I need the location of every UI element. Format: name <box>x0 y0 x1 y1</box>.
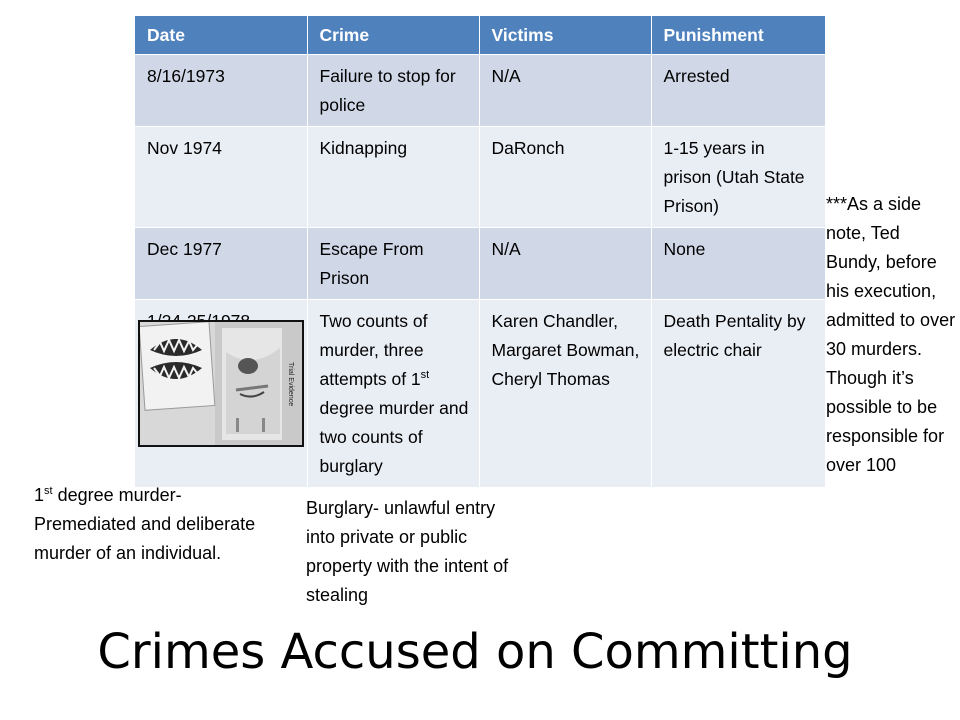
crime-superscript: st <box>420 369 430 382</box>
definition-number: 1 <box>34 485 45 505</box>
header-date: Date <box>135 16 307 55</box>
cell-date: Dec 1977 <box>135 228 307 300</box>
definition-first-degree-murder <box>34 481 274 568</box>
cell-crime: Kidnapping <box>307 127 479 228</box>
definition-burglary: Burglary- unlawful entry into private or public property with the intent of stealing <box>306 498 509 605</box>
table-header-row <box>135 16 825 55</box>
cell-punishment: None <box>651 228 825 300</box>
cell-date: Nov 1974 <box>135 127 307 228</box>
header-victims: Victims <box>479 16 651 55</box>
crime-text-a: Two counts of murder, three attempts of 1 <box>319 311 428 389</box>
cell-victims: Karen Chandler, Margaret Bowman, Cheryl Thomas <box>479 300 651 488</box>
header-crime: Crime <box>307 16 479 55</box>
cell-date: 8/16/1973 <box>135 55 307 127</box>
cell-crime <box>307 300 479 488</box>
trial-evidence-photo <box>138 320 304 447</box>
cell-crime: Escape From Prison <box>307 228 479 300</box>
header-punishment: Punishment <box>651 16 825 55</box>
evidence-photo-image <box>140 322 302 445</box>
cell-victims: N/A <box>479 228 651 300</box>
definition-text: degree murder- Premediated and deliberate murder of an individual. <box>34 485 256 563</box>
table-row <box>135 127 825 228</box>
side-note: ***As a side note, Ted Bundy, before his execution, admitted to over 30 murders. Though it’s possible to be responsible for over 100 <box>826 194 956 475</box>
cell-punishment: Death Pentality by electric chair <box>651 300 825 488</box>
crime-text-b: degree murder and two counts of burglary <box>319 398 469 476</box>
cell-victims: N/A <box>479 55 651 127</box>
table-row <box>135 55 825 127</box>
definition-superscript: st <box>44 485 53 497</box>
evidence-caption: Trial Evidence <box>287 362 294 407</box>
table-row <box>135 228 825 300</box>
cell-crime: Failure to stop for police <box>307 55 479 127</box>
cell-victims: DaRonch <box>479 127 651 228</box>
cell-punishment: Arrested <box>651 55 825 127</box>
cell-punishment: 1-15 years in prison (Utah State Prison) <box>651 127 825 228</box>
slide-title: Crimes Accused on Committing <box>97 624 853 680</box>
